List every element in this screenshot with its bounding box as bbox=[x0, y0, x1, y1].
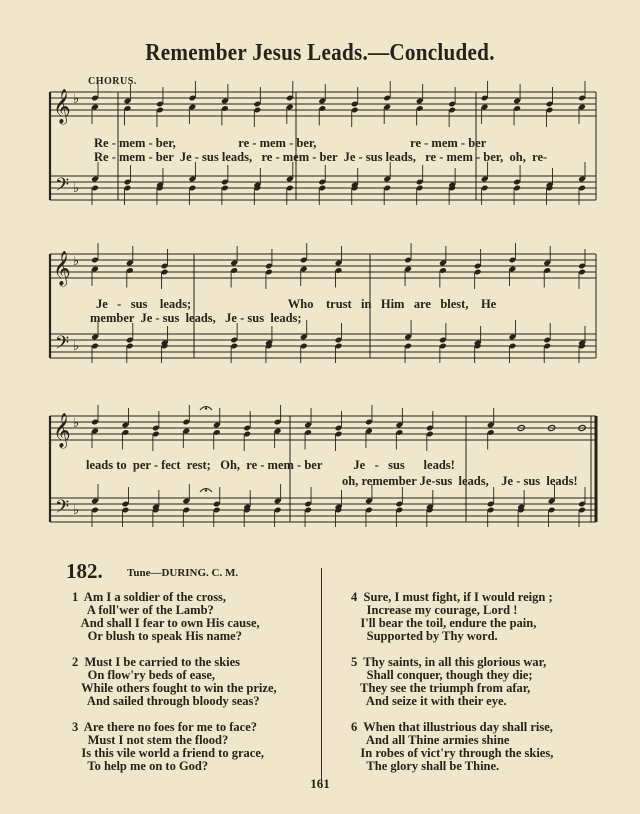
verse-line: 1 Am I a soldier of the cross, bbox=[72, 590, 227, 604]
verse-line: 6 When that illustrious day shall rise, bbox=[351, 720, 553, 734]
flat-icon: ♭ bbox=[73, 254, 80, 269]
fermata-dot bbox=[205, 407, 207, 409]
left-verse bbox=[72, 591, 332, 643]
verse-line: Or blush to speak His name? bbox=[72, 629, 242, 643]
verse-line: 3 Are there no foes for me to face? bbox=[72, 720, 258, 734]
treble-clef-icon: 𝄞 bbox=[53, 413, 71, 448]
verse-line: In robes of vict'ry through the skies, bbox=[351, 746, 554, 760]
verse-line: And seize it with their eye. bbox=[351, 694, 507, 708]
hymn-number: 182. bbox=[66, 559, 103, 583]
lyrics-system-2-lower: member Je - sus leads, Je - sus leads; bbox=[90, 311, 302, 325]
fermata-dot bbox=[205, 489, 207, 491]
chorus-label: CHORUS. bbox=[88, 76, 137, 87]
bass-clef-icon: 𝄢 bbox=[55, 333, 70, 358]
verse-line: 4 Sure, I must fight, if I would reign ; bbox=[351, 590, 553, 604]
flat-icon: ♭ bbox=[73, 416, 80, 431]
verse-line: They see the triumph from afar, bbox=[351, 681, 531, 695]
left-verse bbox=[72, 721, 332, 773]
right-verse bbox=[351, 721, 611, 773]
flat-icon: ♭ bbox=[73, 503, 80, 518]
lyrics-system-3-upper: leads to per - fect rest; Oh, re - mem - ber Je - sus leads! bbox=[86, 458, 455, 472]
treble-clef-icon: 𝄞 bbox=[53, 251, 71, 286]
verse-line: And shall I fear to own His cause, bbox=[72, 616, 260, 630]
verse-line: And all Thine armies shine bbox=[351, 733, 510, 747]
lyrics-system-3-lower: oh, remember Je-sus leads, Je - sus leads! bbox=[342, 474, 578, 488]
verse-line: A foll'wer of the Lamb? bbox=[72, 603, 214, 617]
verse-line: While others fought to win the prize, bbox=[72, 681, 277, 695]
verse-line: Supported by Thy word. bbox=[351, 629, 498, 643]
verse-line: The glory shall be Thine. bbox=[351, 759, 500, 773]
verse-line: 2 Must I be carried to the skies bbox=[72, 655, 241, 669]
flat-icon: ♭ bbox=[73, 181, 80, 196]
verse-line: On flow'ry beds of ease, bbox=[72, 668, 216, 682]
right-verse bbox=[351, 591, 611, 643]
bass-clef-icon: 𝄢 bbox=[55, 175, 70, 200]
right-verse bbox=[351, 656, 611, 708]
verse-line: Increase my courage, Lord ! bbox=[351, 603, 518, 617]
lyrics-system-1-lower: Re - mem - ber Je - sus leads, re - mem - ber Je - sus leads, re - mem - ber, oh, re- bbox=[94, 150, 548, 164]
bass-clef-icon: 𝄢 bbox=[55, 497, 70, 522]
verse-line: Shall conquer, though they die; bbox=[351, 668, 533, 682]
page-title: Remember Jesus Leads.—Concluded. bbox=[145, 40, 495, 66]
verses-left-column bbox=[72, 591, 332, 786]
tune-name: Tune—DURING. C. M. bbox=[127, 567, 239, 579]
left-verse bbox=[72, 656, 332, 708]
verse-line: I'll bear the toil, endure the pain, bbox=[351, 616, 537, 630]
lyrics-system-1-upper: Re - mem - ber, re - mem - ber, re - mem - ber bbox=[94, 136, 487, 150]
lyrics-system-2-upper: Je - sus leads; Who trust in Him are blest, He bbox=[96, 297, 497, 311]
treble-clef-icon: 𝄞 bbox=[53, 89, 71, 124]
verses-right-column bbox=[351, 591, 611, 786]
verse-line: Must I not stem the flood? bbox=[72, 733, 229, 747]
verse-line: 5 Thy saints, in all this glorious war, bbox=[351, 655, 547, 669]
verse-line: And sailed through bloody seas? bbox=[72, 694, 260, 708]
verse-line: To help me on to God? bbox=[72, 759, 209, 773]
flat-icon: ♭ bbox=[73, 92, 80, 107]
flat-icon: ♭ bbox=[73, 339, 80, 354]
verse-line: Is this vile world a friend to grace, bbox=[72, 746, 264, 760]
page-number: 161 bbox=[310, 776, 330, 791]
